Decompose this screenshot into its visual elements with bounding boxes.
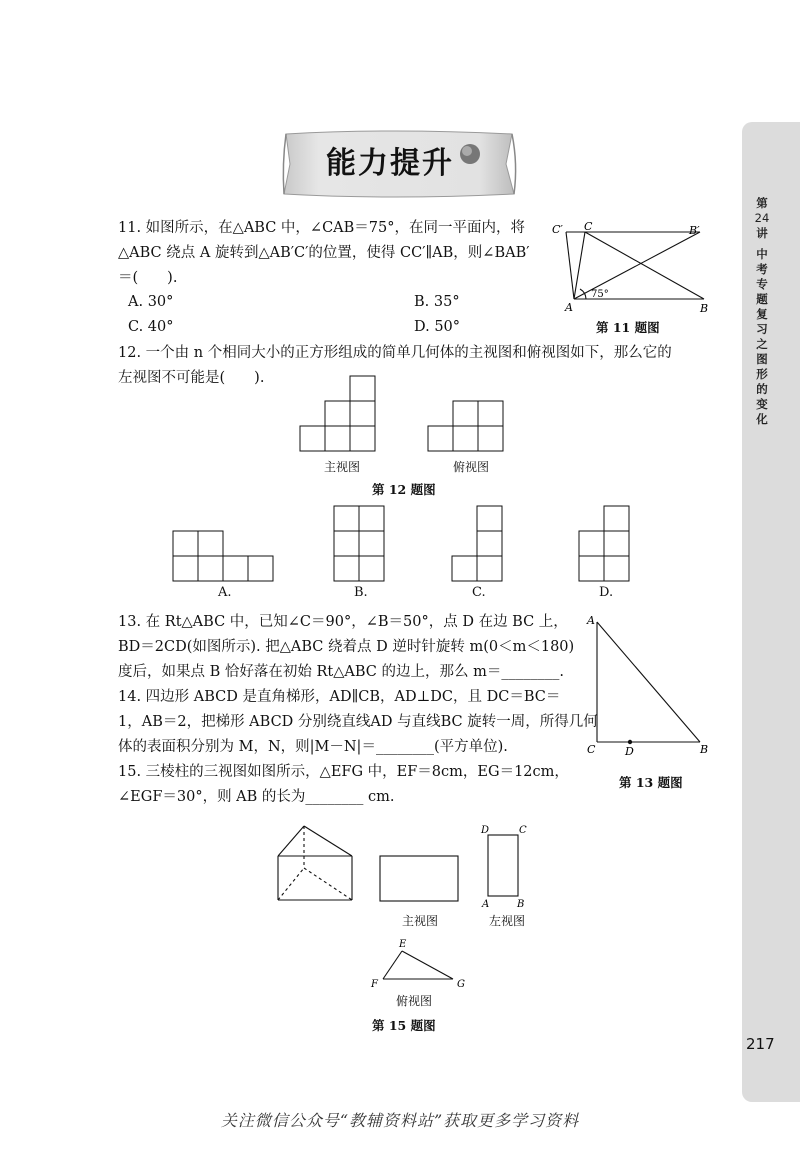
q15-label-g: G [457,979,465,990]
chapter-side-label [751,196,773,427]
side-char: 中 [756,247,768,261]
q14-line3: 体的表面积分别为 M，N，则|M－N|＝________(平方单位). [118,739,508,755]
q11-label-angle: 75° [591,289,609,300]
q12-choice-a: A. [218,585,232,600]
q15-top-caption: 俯视图 [396,994,433,1008]
q11-label-c: C [584,220,593,233]
side-char: 习 [756,322,768,336]
q11-option-c: C. 40° [128,319,174,335]
page-number: 217 [746,1035,775,1053]
q11-figure [540,215,730,315]
q11-line1: 11. 如图所示，在△ABC 中，∠CAB＝75°，在同一平面内，将 [118,220,525,236]
side-char: 讲 [756,226,768,240]
side-char: 专 [756,277,768,291]
q12-choice-d: D. [599,585,614,600]
q12-caption: 第 12 题图 [372,482,436,497]
side-char: 变 [756,397,768,411]
q13-label-a: A [587,614,595,627]
q12-line1: 12. 一个由 n 个相同大小的正方形组成的简单几何体的主视图和俯视图如下，那么它的 [118,345,672,361]
side-char: 的 [756,382,768,396]
q13-line2: BD＝2CD(如图所示). 把△ABC 绕着点 D 逆时针旋转 m(0＜m＜180) [118,639,575,655]
side-char: 图 [756,352,768,366]
q15-label-b: B [517,899,525,910]
q11-line3: ＝( ). [118,270,178,286]
q12-choice-b: B. [354,585,368,600]
q11-label-a: A [565,301,573,314]
q13-figure [580,612,720,762]
q13-label-c: C [587,743,596,756]
side-char: 化 [756,412,768,426]
side-char: 复 [756,307,768,321]
side-char: 之 [756,337,768,351]
q13-line3: 度后，如果点 B 恰好落在初始 Rt△ABC 的边上，那么 m＝________. [118,664,564,680]
q15-label-e: E [399,939,407,950]
q15-front-caption: 主视图 [402,914,439,928]
q11-label-cprime: C′ [552,223,563,236]
q11-option-b: B. 35° [414,294,460,310]
q12-choice-c: C. [472,585,486,600]
q15-caption: 第 15 题图 [372,1018,436,1033]
side-char: 形 [756,367,768,381]
q12-views-figure [290,368,530,458]
q15-top-view-figure [365,935,475,993]
footer-note: 关注微信公众号“教辅资料站”获取更多学习资料 [220,1111,580,1130]
side-char: 题 [756,292,768,306]
q15-label-a: A [482,899,490,910]
q15-left-caption: 左视图 [489,914,526,928]
q13-label-d: D [625,745,634,758]
q15-label-f: F [371,979,378,990]
section-banner [280,128,520,200]
q13-line1: 13. 在 Rt△ABC 中，已知∠C＝90°，∠B＝50°，点 D 在边 BC 上， [118,614,568,630]
q12-line2: 左视图不可能是( ). [118,370,265,386]
q15-label-d: D [481,825,490,836]
q11-line2: △ABC 绕点 A 旋转到△AB′C′的位置，使得 CC′∥AB，则∠BAB′ [118,245,530,261]
q12-top-caption: 俯视图 [453,460,490,474]
q12-choices-figure [165,500,645,585]
q15-label-c: C [519,825,527,836]
q13-label-b: B [700,743,709,756]
q15-line1: 15. 三棱柱的三视图如图所示，△EFG 中，EF＝8cm，EG＝12cm， [118,764,569,780]
q13-caption: 第 13 题图 [619,775,683,790]
q12-front-caption: 主视图 [324,460,361,474]
side-char: 考 [756,262,768,276]
q11-option-a: A. 30° [128,294,174,310]
q11-option-d: D. 50° [414,319,461,335]
q14-line2: 1，AB＝2，把梯形 ABCD 分别绕直线AD 与直线BC 旋转一周，所得几何 [118,714,598,730]
q14-line1: 14. 四边形 ABCD 是直角梯形，AD∥CB，AD⊥DC，且 DC＝BC＝ [118,689,561,705]
q15-line2: ∠EGF＝30°，则 AB 的长为________ cm. [118,789,395,805]
section-title: 能力提升 [326,146,454,181]
q11-label-bprime: B′ [689,224,700,237]
side-char: 24 [754,211,770,225]
q11-caption: 第 11 题图 [596,320,660,335]
side-char: 第 [756,196,768,210]
q11-label-b: B [700,302,709,315]
